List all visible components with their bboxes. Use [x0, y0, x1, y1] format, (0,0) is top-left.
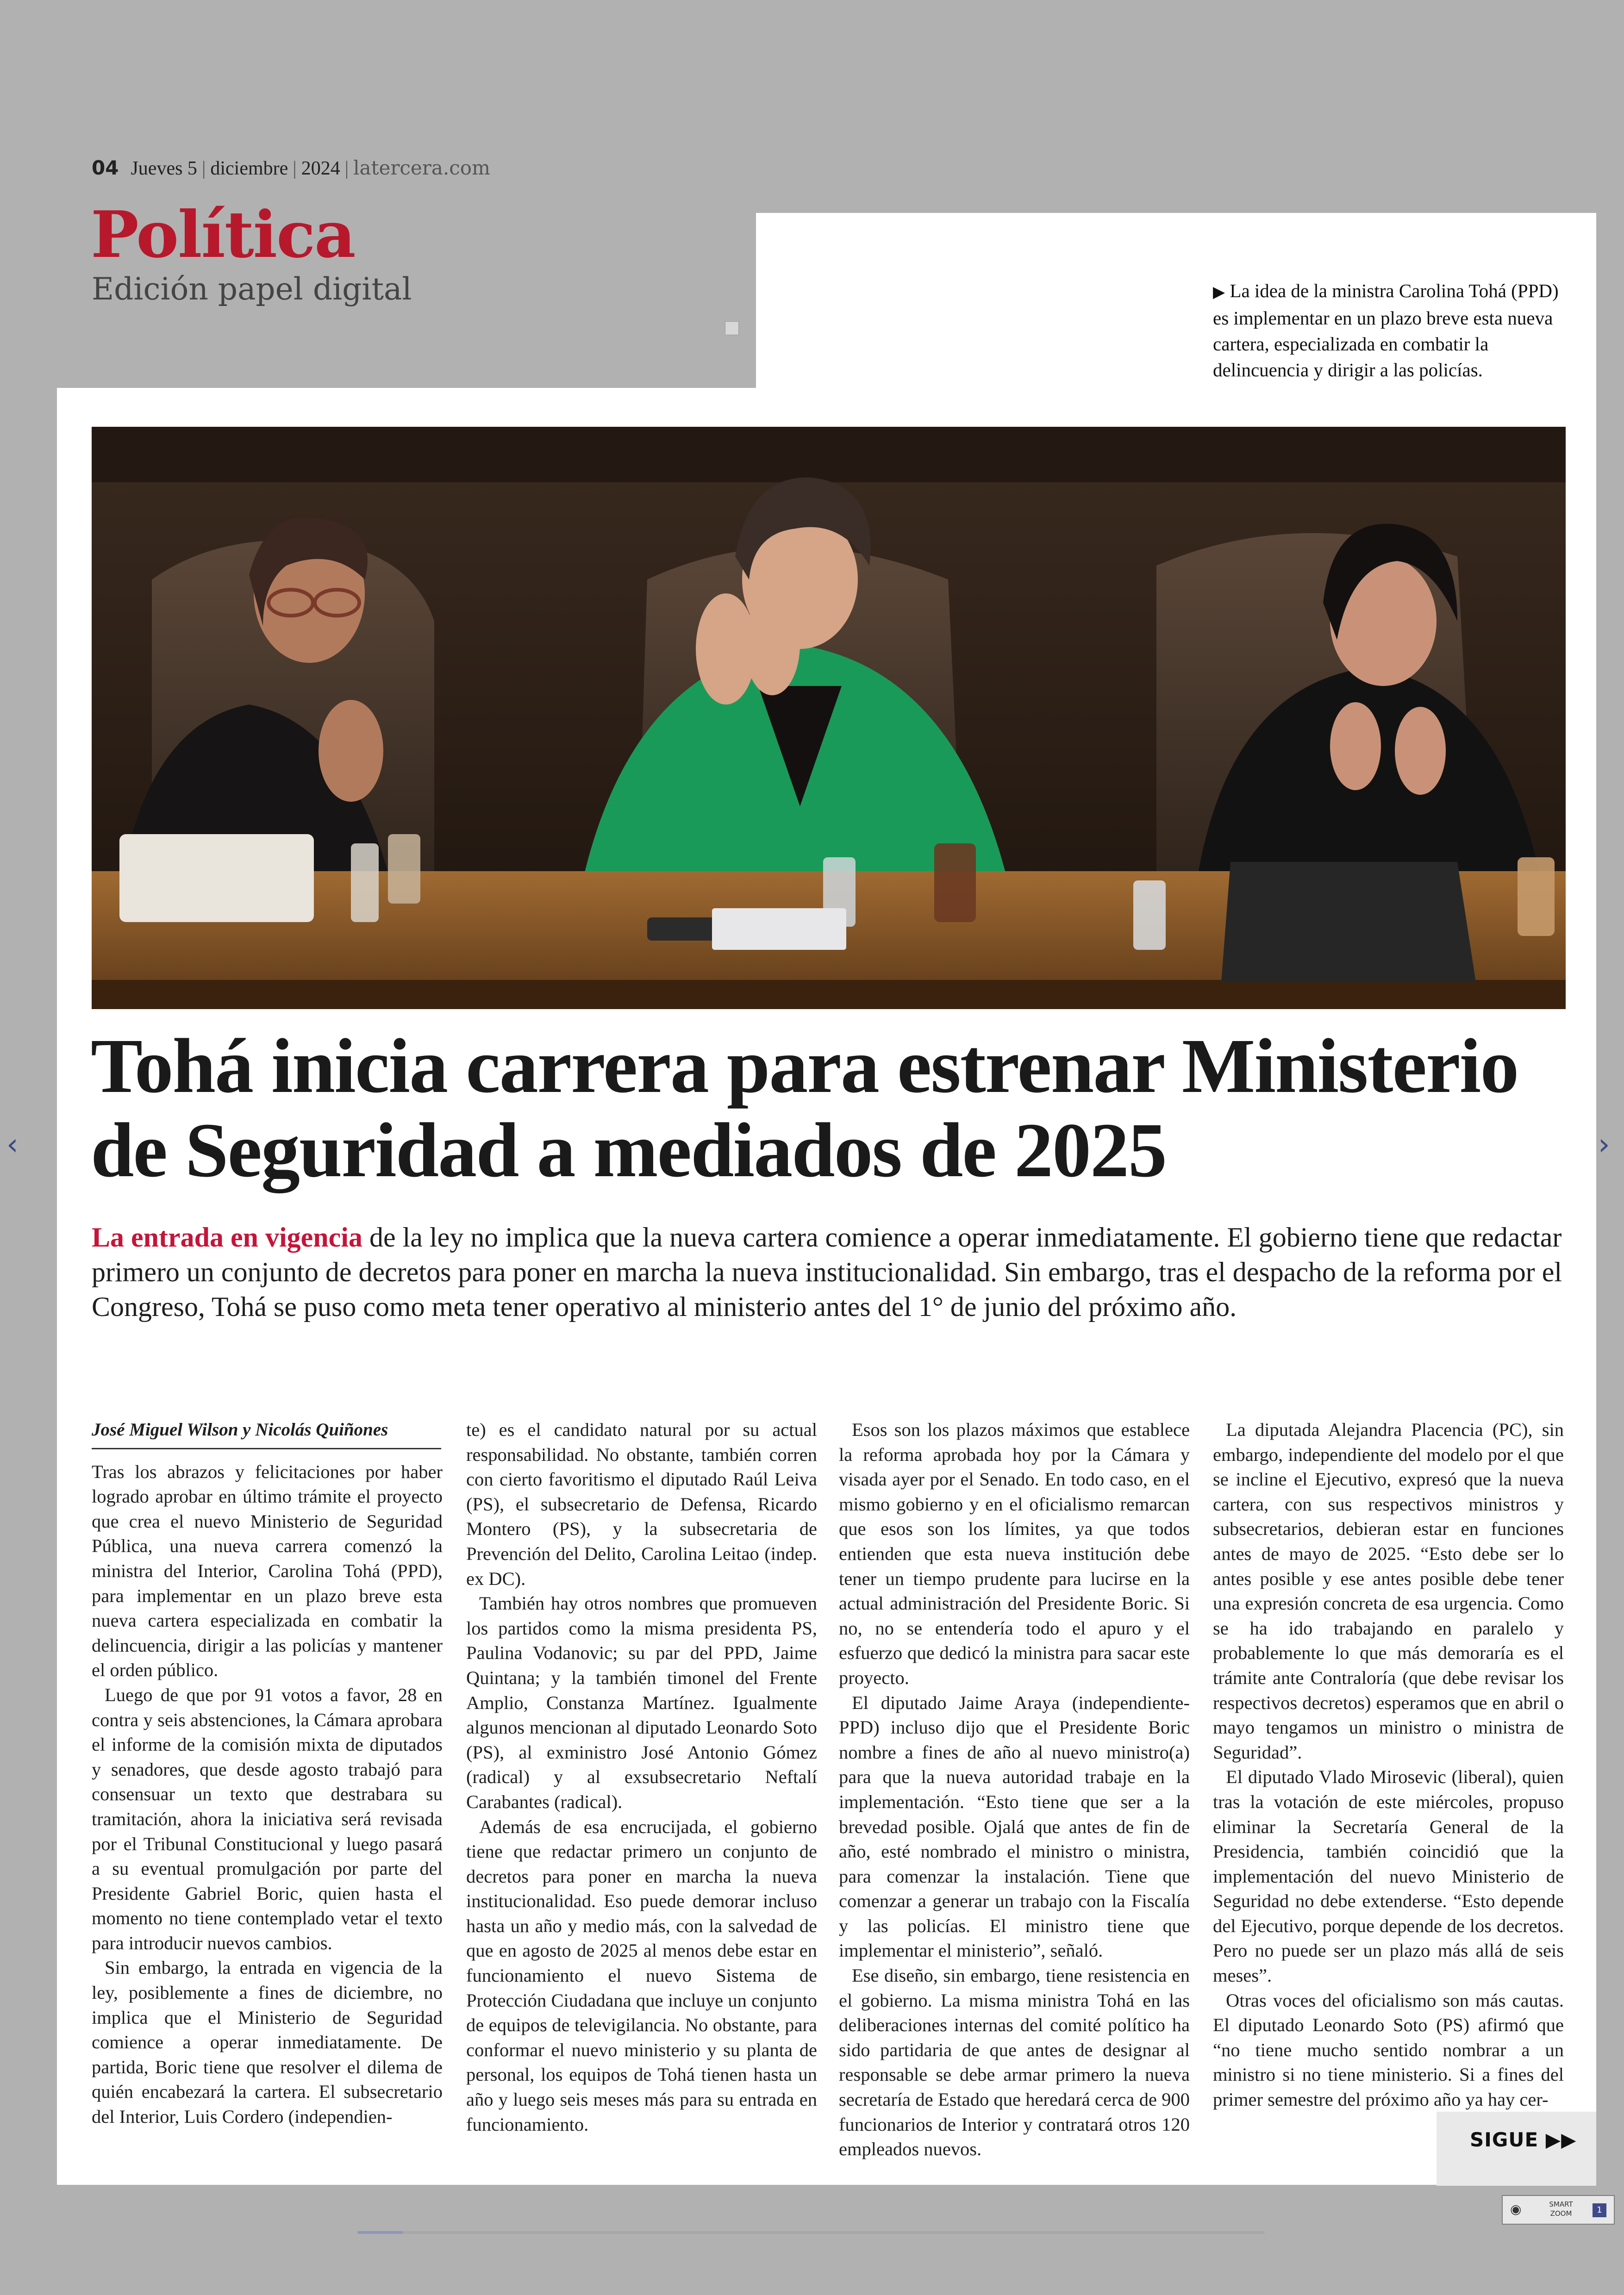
smart-zoom-button[interactable]: [1502, 2195, 1615, 2225]
smart-zoom-label: SMART ZOOM: [1549, 2200, 1573, 2218]
page-number: 04: [92, 156, 119, 179]
article-column-4: [1213, 1417, 1564, 2112]
page-progress-bar[interactable]: [357, 2231, 1265, 2234]
zoom-badge: 1: [1593, 2203, 1606, 2217]
paragraph: Otras voces del oficialismo son más cautas. El diputado Leonardo Soto (PS) afirmó que “no tiene mucho sentido nombrar a un ministro si no tiene ministerio. Si a fines del primer semestre del próximo año ya hay cer-: [1213, 1989, 1564, 2110]
paragraph: te) es el candidato natural por su actual responsabilidad. No obstante, también corren con cierto favoritismo el diputado Raúl Leiva (PS), el subsecretario de Defensa, Ricardo Montero (PS), y la subsecretaria de Prevención del Delito, Carolina Leitao (indep. ex DC).: [466, 1419, 817, 1589]
edition-subtitle: Edición papel digital: [92, 271, 412, 307]
paragraph: La diputada Alejandra Placencia (PC), sin embargo, independiente del modelo por el que se incline el Ejecutivo, expresó que la nueva cartera, con sus respectivos ministros y subsecretarios, debieran estar en funciones antes de mayo de 2025. “Esto debe ser lo antes posible y ese antes posible debe tener una expresión concreta de esa urgencia. Como se ha ido trabajando en paralelo y probablemente lo que más demoraría es el trámite ante Contraloría (que debe revisar los respectivos decretos) esperamos que en abril o mayo tengamos un ministro o ministra de Seguridad”.: [1213, 1419, 1564, 1763]
page-progress-fill: [357, 2231, 403, 2234]
header-weekday: Jueves 5: [131, 158, 197, 179]
photo-caption: [1213, 278, 1565, 383]
headline: [91, 1024, 1572, 1192]
article-column-1: [92, 1417, 443, 2129]
lead-paragraph: [92, 1220, 1568, 1324]
caption-arrow-icon: ▶: [1213, 283, 1225, 301]
paragraph: Sin embargo, la entrada en vigencia de la ley, posiblemente a fines de diciembre, no implica que el Ministerio de Seguridad comience a operar inmediatamente. De partida, Boric tiene que resolver el dilema de quién encabezará la cartera. El subsecretario del Interior, Luis Cordero (independien-: [92, 1957, 443, 2127]
article-column-2: [466, 1417, 817, 2137]
continue-link[interactable]: SIGUE ▶▶: [1470, 2128, 1577, 2151]
headline-line-1: Tohá inicia carrera para estrenar Ministerio: [91, 1023, 1518, 1109]
header-site: latercera.com: [353, 156, 490, 179]
paragraph: El diputado Vlado Mirosevic (liberal), quien tras la votación de este miércoles, propuso eliminar la Secretaría General de la Presidencia, también coincidió que la implementación del nuevo Ministerio de Seguridad no debe extenderse. “Esto depende del Ejecutivo, porque depende de los decretos. Pero no puede ser un plazo más allá de seis meses”.: [1213, 1766, 1564, 1986]
article-photo: [92, 427, 1566, 1009]
paragraph: Tras los abrazos y felicitaciones por haber logrado aprobar en último trámite el proyecto que crea el nuevo Ministerio de Seguridad Pública, una nueva carrera comenzó la ministra del Interior, Carolina Tohá (PPD), para implementar en un plazo breve esta nueva cartera especializada en combatir la delincuencia, dirigir a las policías y mantener el orden público.: [92, 1461, 443, 1681]
paragraph: También hay otros nombres que promueven los partidos como la misma presidenta PS, Paulina Vodanovic; su par del PPD, Jaime Quintana; y la también timonel del Frente Amplio, Constanza Martínez. Igualmente algunos mencionan al diputado Leonardo Soto (PS), al exministro José Antonio Gómez (radical) y al exsubsecretario Neftalí Carabantes (radical).: [466, 1593, 817, 1812]
lead-highlight: La entrada en vigencia: [92, 1222, 362, 1253]
photo-caption-text: La idea de la ministra Carolina Tohá (PPD) es implementar en un plazo breve esta nueva cartera, especializada en combatir la delincuencia y dirigir a las policías.: [1213, 280, 1559, 380]
paragraph: Además de esa encrucijada, el gobierno tiene que redactar primero un conjunto de decretos para poner en marcha la nueva institucionalidad. Eso puede demorar incluso hasta un año y medio más, con la salvedad de que en agosto de 2025 al menos debe estar en funcionamiento el nuevo Sistema de Protección Ciudadana que incluye un conjunto de equipos de televigilancia. No obstante, para conformar el nuevo ministerio y su planta de personal, los equipos de Tohá tienen hasta un año y luego seis meses más para su entrada en funcionamiento.: [466, 1816, 817, 2135]
previous-page-icon[interactable]: ‹: [6, 1128, 19, 1162]
next-page-icon[interactable]: ›: [1598, 1128, 1610, 1162]
paragraph: El diputado Jaime Araya (independiente-PPD) incluso dijo que el Presidente Boric nombre a fines de año al nuevo ministro(a) para que la nueva autoridad trabaje en la implementación. “Esto tiene que ser a la brevedad posible. Ojalá que antes de fin de año, esté nombrado el ministro o ministra, para comenzar la instalación. Tiene que comenzar a generar un trabajo con la Fiscalía y las policías. El ministro tiene que implementar el ministerio”, señaló.: [839, 1692, 1190, 1961]
byline: José Miguel Wilson y Nicolás Quiñones: [92, 1417, 441, 1449]
headline-line-2: de Seguridad a mediados de 2025: [91, 1107, 1166, 1193]
paragraph: Luego de que por 91 votos a favor, 28 en contra y seis abstenciones, la Cámara aprobara el informe de la comisión mixta de diputados y senadores, que desde agosto trabajó para consensuar un texto que destrabara su tramitación, ahora la iniciativa será revisada por el Tribunal Constitucional y luego pasará a su eventual promulgación por parte del Presidente Gabriel Boric, quien hasta el momento no tiene contemplado vetar el texto para introducir nuevos cambios.: [92, 1684, 443, 1953]
lead-text: de la ley no implica que la nueva cartera comience a operar inmediatamente. El gobierno tiene que redactar primero un conjunto de decretos para poner en marcha la nueva institucionalidad. Sin embargo, tras el despacho de la reforma por el Congreso, Tohá se puso como meta tener operativo al ministerio antes del 1° de junio del próximo año.: [92, 1222, 1562, 1322]
header-month: diciembre: [210, 158, 288, 179]
corner-marker-icon: [725, 321, 739, 335]
paragraph: Esos son los plazos máximos que establece la reforma aprobada hoy por la Cámara y visada ayer por el Senado. En todo caso, en el mismo gobierno y en el oficialismo remarcan que esos son los límites, ya que todos entienden que esta nueva institución debe tener un tiempo prudente para lucirse en la actual administración del Presidente Boric. Si no, no se entendería todo el apuro y el esfuerzo que dedicó la ministra para sacar este proyecto.: [839, 1419, 1190, 1688]
section-title: Política: [91, 197, 355, 272]
article-column-3: [839, 1417, 1190, 2162]
header-year: 2024: [301, 158, 340, 179]
page-header: 04 Jueves 5 | diciembre | 2024 | latercera.com: [92, 156, 490, 179]
paragraph: Ese diseño, sin embargo, tiene resistencia en el gobierno. La misma ministra Tohá en las deliberaciones internas del comité político ha sido partidaria de que antes de designar al responsable se debe armar primero la nueva secretaría de Estado que heredará cerca de 900 funcionarios de Interior y contratará otros 120 empleados nuevos.: [839, 1965, 1190, 2160]
eye-icon: ◉: [1510, 2201, 1522, 2217]
